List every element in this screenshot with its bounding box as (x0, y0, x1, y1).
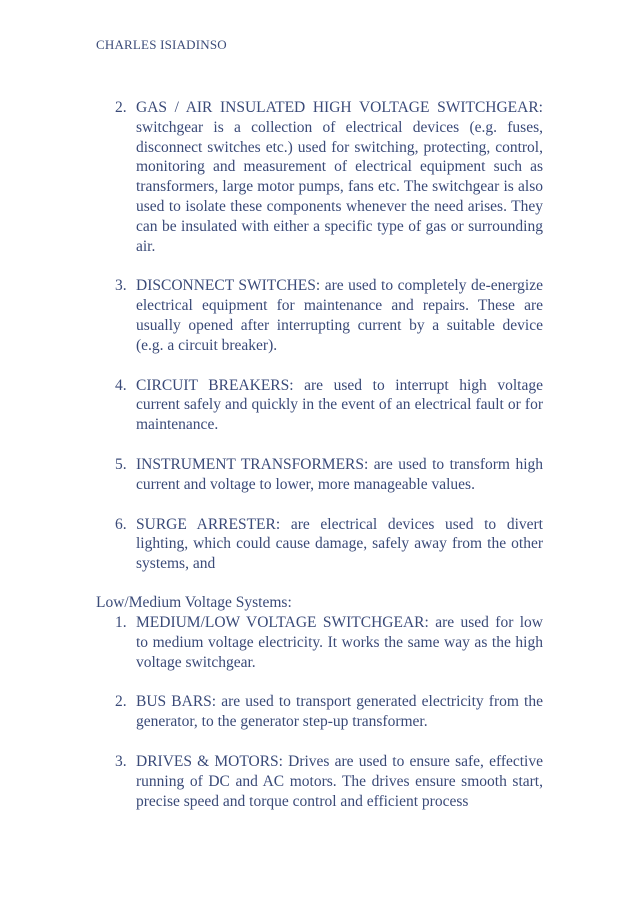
list-item (0, 692, 638, 732)
list-item-text: DISCONNECT SWITCHES: are used to completely de-energize electrical equipment for maintenance and repairs. These are usually opened after interrupting current by a suitable device (e.g. a circuit breaker). (136, 277, 543, 354)
list-item (0, 276, 638, 355)
list-item (0, 515, 638, 574)
section-heading-low-medium: Low/Medium Voltage Systems: (96, 594, 292, 611)
list-item-number: 4. (115, 376, 127, 394)
list-item-text: GAS / AIR INSULATED HIGH VOLTAGE SWITCHGEAR: switchgear is a collection of electrical devices (e.g. fuses, disconnect switches etc.) used for switching, protecting, control, monitoring and measurement of electrical equipment such as transformers, large motor pumps, fans etc. The switchgear is also used to isolate these components whenever the need arises. They can be insulated with either a specific type of gas or surrounding air. (136, 99, 543, 255)
low-medium-voltage-list (0, 613, 638, 831)
list-item-number: 1. (115, 614, 127, 631)
list-item-number: 5. (115, 455, 127, 473)
list-item-number: 2. (115, 99, 127, 116)
list-item-number: 3. (115, 752, 127, 770)
list-item-text: DRIVES & MOTORS: Drives are used to ensure safe, effective running of DC and AC motors. The drives ensure smooth start, precise speed and torque control and efficient process (136, 752, 543, 810)
list-item (0, 98, 638, 256)
list-item-number: 3. (115, 277, 127, 295)
list-item-text: BUS BARS: are used to transport generated electricity from the generator, to the generator step-up transformer. (136, 693, 543, 731)
list-item (0, 752, 638, 811)
page-header-author: CHARLES ISIADINSO (96, 37, 227, 52)
high-voltage-list (0, 98, 638, 594)
list-item (0, 455, 638, 495)
list-item-text: SURGE ARRESTER: are electrical devices used to divert lighting, which could cause damage, safely away from the other systems, and (136, 515, 543, 573)
list-item-number: 6. (115, 515, 127, 533)
list-item (0, 613, 638, 672)
list-item-text: CIRCUIT BREAKERS: are used to interrupt high voltage current safely and quickly in the event of an electrical fault or for maintenance. (136, 376, 543, 434)
list-item (0, 376, 638, 435)
list-item-text: INSTRUMENT TRANSFORMERS: are used to transform high current and voltage to lower, more manageable values. (136, 455, 543, 493)
list-item-number: 2. (115, 693, 127, 711)
list-item-text: MEDIUM/LOW VOLTAGE SWITCHGEAR: are used for low to medium voltage electricity. It works the same way as the high voltage switchgear. (136, 614, 543, 671)
